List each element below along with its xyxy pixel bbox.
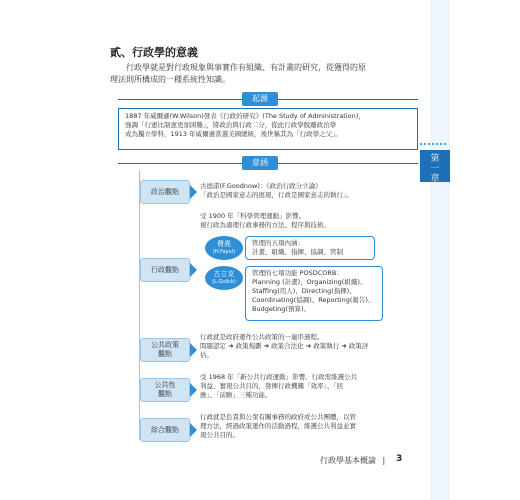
origin-chip: 起源 <box>242 92 278 106</box>
gulick-text: Coordinating(協調)、Reporting(報告)、 <box>252 296 375 304</box>
gulick-name: 古立克 <box>213 270 235 278</box>
policy-text-line: 估。 <box>200 351 213 359</box>
page-number: 3 <box>396 454 403 464</box>
origin-text: 強調「行憲比制憲更加困難」，將政治與行政二分，從此行政學脫離政治學 <box>125 121 337 129</box>
fayol-box <box>245 236 375 260</box>
public-text-line: 利益、實現公共目的，發揮行政機關「效率」、「回 <box>200 382 343 390</box>
political-text-line: 「政治是國家意志的展現，行政是國家意志的執行」。 <box>200 191 353 199</box>
chevron-right-icon <box>190 263 197 277</box>
integrated-text-line: 現公共目的。 <box>200 431 239 439</box>
origin-text: 1887 年威爾遜(W.Wilson)發表《行政的研究》(The Study of Administration)， <box>125 112 365 120</box>
integrated-text <box>200 413 420 440</box>
public-view-label <box>140 378 190 402</box>
chapter-tab-char: 章 <box>430 174 440 184</box>
public-text-line: 應」、「前瞻」三種功能。 <box>200 391 272 399</box>
intro-text: 行政學就是對行政現象與事實作有組織、有計畫的研究，從獲得的原 <box>126 63 366 72</box>
public-text <box>200 373 420 400</box>
fayol-text: 管理的五項內涵： <box>252 239 304 247</box>
policy-text <box>200 333 420 360</box>
chapter-tab-char: 第 <box>430 154 440 164</box>
political-view-label: 政治觀點 <box>140 180 190 204</box>
fayol-name: 費堯 <box>217 240 231 248</box>
gulick-text: Budgeting(預算)。 <box>252 305 311 313</box>
chapter-tab <box>420 150 450 182</box>
policy-label-line: 觀點 <box>158 350 172 358</box>
origin-text: 成為獨立學科，1913 年威爾遜當選美國總統，後世稱其為「行政學之父」。 <box>125 130 342 138</box>
public-text-line: 受 1968 年「新公共行政運動」影響。行政需維護公共 <box>200 373 358 381</box>
policy-view-label <box>140 338 190 362</box>
policy-text-line: 問題認定 ➜ 政策規劃 ➜ 政策合法化 ➜ 政策執行 ➜ 政策評 <box>200 342 369 350</box>
admin-text <box>200 212 420 230</box>
public-label-line: 觀點 <box>158 390 172 398</box>
chevron-right-icon <box>190 185 197 199</box>
fayol-en: (H.Fayol) <box>212 249 236 255</box>
integrated-view-label: 綜合觀點 <box>140 418 190 442</box>
footer-separator: | <box>382 456 386 465</box>
footer-book-title: 行政學基本概論 <box>320 456 376 465</box>
intro-text: 理法則所構成的一種系統性知識。 <box>110 75 230 84</box>
chapter-tab-char: 一 <box>430 164 440 174</box>
political-text-line: 古德諾(F.Goodnow)：《政治行政分立論》 <box>200 182 322 190</box>
public-label-line: 公共性 <box>154 381 176 389</box>
meaning-chip: 意涵 <box>242 156 278 170</box>
section-heading: 貳、行政學的意義 <box>110 46 198 59</box>
gulick-badge <box>205 266 243 290</box>
political-text <box>200 182 420 200</box>
origin-box <box>118 108 418 150</box>
fayol-badge <box>205 236 243 260</box>
footer-title <box>320 455 385 466</box>
gulick-text: 管理的七項功能 POSDCORB： <box>252 269 343 277</box>
gulick-en: (L.Gulick) <box>212 279 236 285</box>
fayol-text: 計畫、組織、指揮、協調、管制 <box>252 248 343 256</box>
integrated-text-line: 理方法，經過政策運作的活動過程，維護公共利益並實 <box>200 422 356 430</box>
chevron-right-icon <box>190 383 197 397</box>
side-band <box>430 0 450 500</box>
policy-label-line: 公共政策 <box>151 341 179 349</box>
gulick-text: Planning (計畫)、Organizing(組織)、 <box>252 278 367 286</box>
chevron-right-icon <box>190 423 197 437</box>
gulick-text: Staffing(用人)、Directing(指揮)、 <box>252 287 356 295</box>
dotted-rule <box>416 143 446 147</box>
gulick-box <box>245 266 383 321</box>
chevron-right-icon <box>190 343 197 357</box>
policy-text-line: 行政就是政府運作公共政策的一連串過程。 <box>200 333 324 341</box>
admin-text-line: 受 1900 年「科學管理運動」影響。 <box>200 212 306 220</box>
admin-view-label: 行政觀點 <box>140 258 190 282</box>
admin-text-line: 視行政為處理行政事務的方法、程序與技術。 <box>200 221 330 229</box>
integrated-text-line: 行政就是負責與公衆有關事務的政府或公共團體，以管 <box>200 413 356 421</box>
